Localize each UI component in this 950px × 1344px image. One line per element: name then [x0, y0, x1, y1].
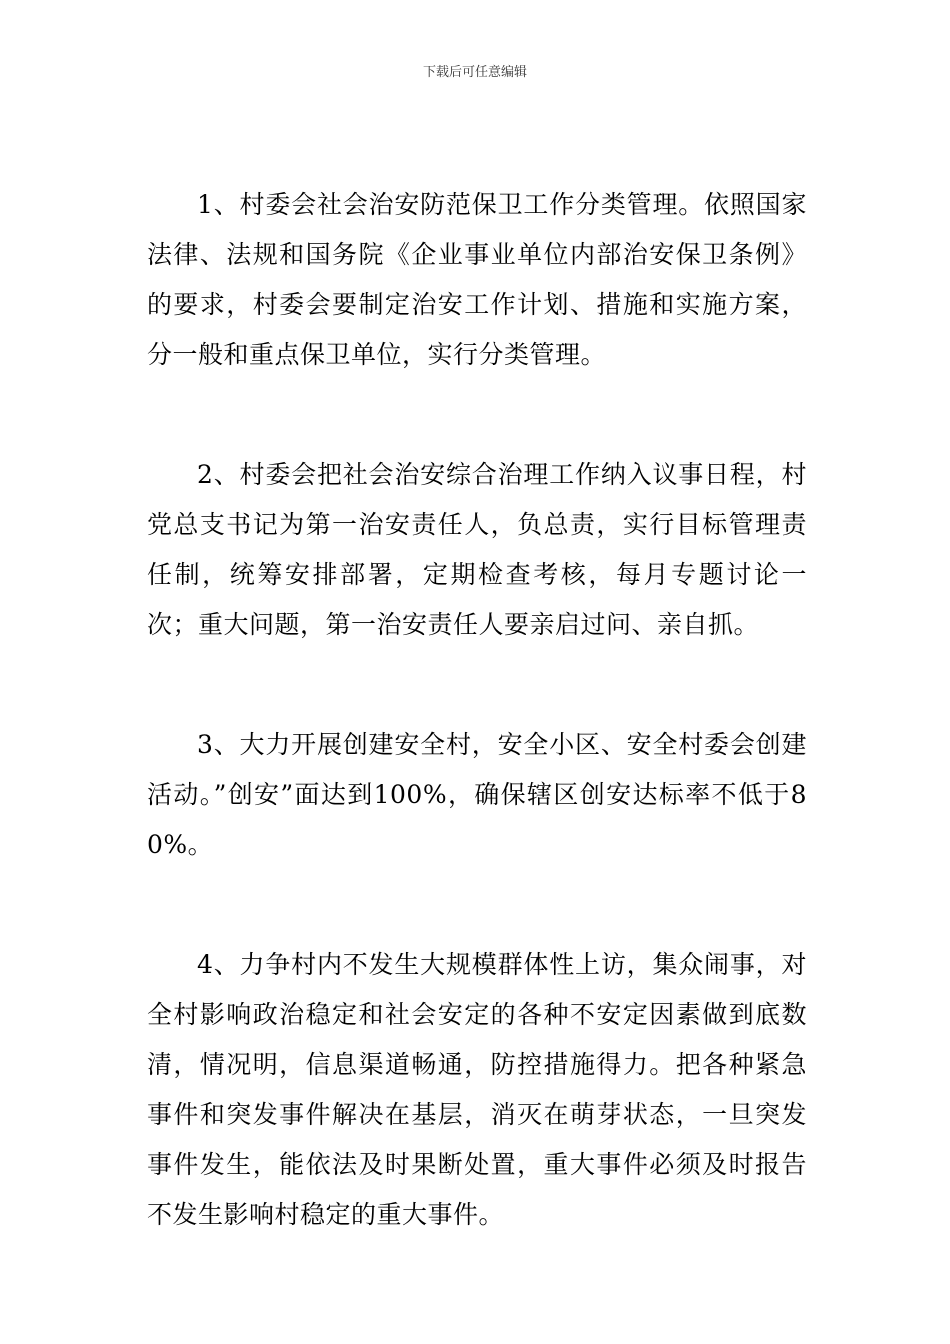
page-header: 下载后可任意编辑 [422, 65, 527, 80]
document-body [147, 180, 807, 1310]
paragraph-1: 1、村委会社会治安防范保卫工作分类管理。依照国家法律、法规和国务院《企业事业单位内部治安保卫条例》的要求，村委会要制定治安工作计划、措施和实施方案，分一般和重点保卫单位，实行分类管理。 [147, 190, 807, 369]
paragraph-2: 2、村委会把社会治安综合治理工作纳入议事日程，村党总支书记为第一治安责任人，负总责，实行目标管理责任制，统筹安排部署，定期检查考核，每月专题讨论一次；重大问题，第一治安责任人要亲启过问、亲自抓。 [147, 460, 807, 639]
paragraph-3: 3、大力开展创建安全村，安全小区、安全村委会创建活动。”创安”面达到100%，确保辖区创安达标率不低于80%。 [147, 730, 807, 859]
paragraph-4: 4、力争村内不发生大规模群体性上访，集众闹事，对全村影响政治稳定和社会安定的各种不安定因素做到底数清，情况明，信息渠道畅通，防控措施得力。把各种紧急事件和突发事件解决在基层，消灭在萌芽状态，一旦突发事件发生，能依法及时果断处置，重大事件必须及时报告不发生影响村稳定的重大事件。 [147, 950, 807, 1229]
